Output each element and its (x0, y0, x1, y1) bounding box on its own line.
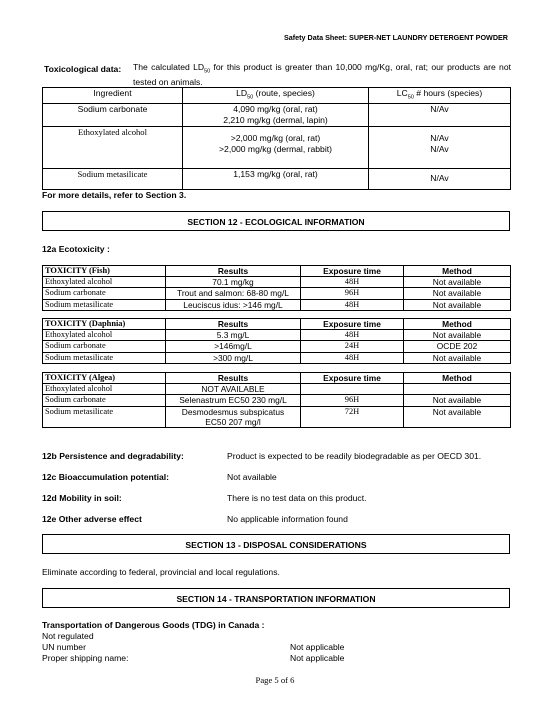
lc50-value: N/Av (369, 104, 511, 127)
col-header: Exposure time (301, 266, 404, 277)
table-cell: Not available (404, 288, 511, 299)
shipping-name-value: Not applicable (290, 653, 345, 663)
ld50-value: >2,000 mg/kg (oral, rat) >2,000 mg/kg (dermal, rabbit) (183, 127, 369, 169)
col-header: TOXICITY (Fish) (43, 266, 166, 277)
table-cell: 70.1 mg/kg (166, 277, 301, 288)
table-row (43, 395, 511, 406)
table-cell: Sodium carbonate (43, 341, 166, 352)
table-cell: Ethoxylated alcohol (43, 330, 166, 341)
mobility-label: 12d Mobility in soil: (42, 493, 122, 503)
section-13-title: SECTION 13 - DISPOSAL CONSIDERATIONS (42, 534, 510, 554)
table-cell: Ethoxylated alcohol (43, 384, 166, 395)
table-cell: 24H (301, 341, 404, 352)
persistence-value: Product is expected to be readily biodegradable as per OECD 301. (227, 451, 482, 461)
table-cell: Sodium metasilicate (43, 299, 166, 310)
col-header: Results (166, 373, 301, 384)
col-header: Exposure time (301, 373, 404, 384)
table-cell: 48H (301, 352, 404, 363)
table-cell: Not available (404, 406, 511, 427)
table-cell (404, 384, 511, 395)
toxicity-algea-table (42, 372, 511, 428)
ld50-ingredient: Ethoxylated alcohol (43, 127, 183, 169)
table-header-row (43, 373, 511, 384)
toxicity-fish-table (42, 265, 511, 311)
un-number-label: UN number (42, 642, 86, 652)
table-row (43, 330, 511, 341)
table-cell (301, 384, 404, 395)
table-cell: Not available (404, 330, 511, 341)
table-cell: 48H (301, 277, 404, 288)
section-14-title: SECTION 14 - TRANSPORTATION INFORMATION (42, 588, 510, 608)
table-cell: 72H (301, 406, 404, 427)
ld50-value: 4,090 mg/kg (oral, rat) 2,210 mg/kg (dermal, lapin) (183, 104, 369, 127)
table-row (43, 288, 511, 299)
bioaccumulation-value: Not available (227, 472, 277, 482)
bioaccumulation-label: 12c Bioaccumulation potential: (42, 472, 170, 482)
ld50-header-ingredient: Ingredient (43, 88, 183, 104)
table-cell: 48H (301, 299, 404, 310)
ld50-ingredient: Sodium metasilicate (43, 169, 183, 190)
table-cell: Desmodesmus subspicatus EC50 207 mg/l (166, 406, 301, 427)
more-details-note: For more details, refer to Section 3. (42, 190, 187, 200)
ld50-table (42, 87, 511, 190)
col-header: Method (404, 319, 511, 330)
col-header: Exposure time (301, 319, 404, 330)
toxicological-description: The calculated $LD_{50}$ for this product is greater than 10,000 mg/Kg, oral, rat; our products are not tested on animals. (133, 62, 511, 88)
toxicity-daphnia-table (42, 318, 511, 364)
shipping-name-label: Proper shipping name: (42, 653, 129, 663)
table-cell: 96H (301, 288, 404, 299)
un-number-value: Not applicable (290, 642, 345, 652)
page-number: Page 5 of 6 (255, 675, 295, 685)
table-cell: Sodium carbonate (43, 395, 166, 406)
table-cell: >300 mg/L (166, 352, 301, 363)
persistence-label: 12b Persistence and degradability: (42, 451, 184, 461)
table-cell: OCDE 202 (404, 341, 511, 352)
table-header-row (43, 319, 511, 330)
col-header: Results (166, 266, 301, 277)
not-regulated-text: Not regulated (42, 631, 94, 641)
tdg-heading: Transportation of Dangerous Goods (TDG) in Canada : (42, 620, 265, 630)
disposal-text: Eliminate according to federal, provincial and local regulations. (42, 567, 280, 577)
col-header: Results (166, 319, 301, 330)
table-cell: Leuciscus idus: >146 mg/L (166, 299, 301, 310)
table-cell: >146mg/L (166, 341, 301, 352)
toxicological-label: Toxicological data: (44, 64, 122, 74)
ld50-value: 1,153 mg/kg (oral, rat) (183, 169, 369, 190)
table-row (43, 406, 511, 427)
table-cell: Trout and salmon: 68-80 mg/L (166, 288, 301, 299)
table-cell: Not available (404, 395, 511, 406)
ld50-ingredient: Sodium carbonate (43, 104, 183, 127)
ld50-row (43, 169, 511, 190)
other-effect-label: 12e Other adverse effect (42, 514, 142, 524)
ld50-header-ld: $LD_{50}$ (route, species) (183, 88, 369, 104)
ld50-header-row (43, 88, 511, 104)
table-cell: 48H (301, 330, 404, 341)
col-header: TOXICITY (Daphnia) (43, 319, 166, 330)
table-cell: NOT AVAILABLE (166, 384, 301, 395)
table-cell: Sodium carbonate (43, 288, 166, 299)
table-row (43, 277, 511, 288)
table-row (43, 299, 511, 310)
other-effect-value: No applicable information found (227, 514, 348, 524)
table-cell: Not available (404, 299, 511, 310)
ecotoxicity-heading: 12a Ecotoxicity : (42, 244, 110, 254)
lc50-value: N/Av N/Av (369, 127, 511, 169)
ld50-row (43, 127, 511, 169)
table-cell: Selenastrum EC50 230 mg/L (166, 395, 301, 406)
table-cell: 96H (301, 395, 404, 406)
section-12-title: SECTION 12 - ECOLOGICAL INFORMATION (42, 211, 510, 231)
table-cell: Not available (404, 352, 511, 363)
table-cell: Not available (404, 277, 511, 288)
table-cell: 5.3 mg/L (166, 330, 301, 341)
document-header: Safety Data Sheet: SUPER-NET LAUNDRY DETERGENT POWDER (283, 33, 508, 42)
table-row (43, 384, 511, 395)
table-cell: Ethoxylated alcohol (43, 277, 166, 288)
table-cell: Sodium metasilicate (43, 406, 166, 427)
table-row (43, 341, 511, 352)
col-header: Method (404, 266, 511, 277)
table-header-row (43, 266, 511, 277)
mobility-value: There is no test data on this product. (227, 493, 367, 503)
col-header: TOXICITY (Algea) (43, 373, 166, 384)
table-row (43, 352, 511, 363)
col-header: Method (404, 373, 511, 384)
table-cell: Sodium metasilicate (43, 352, 166, 363)
lc50-value: N/Av (369, 169, 511, 190)
ld50-row (43, 104, 511, 127)
ld50-header-lc: $LC_{50}$ # hours (species) (369, 88, 511, 104)
